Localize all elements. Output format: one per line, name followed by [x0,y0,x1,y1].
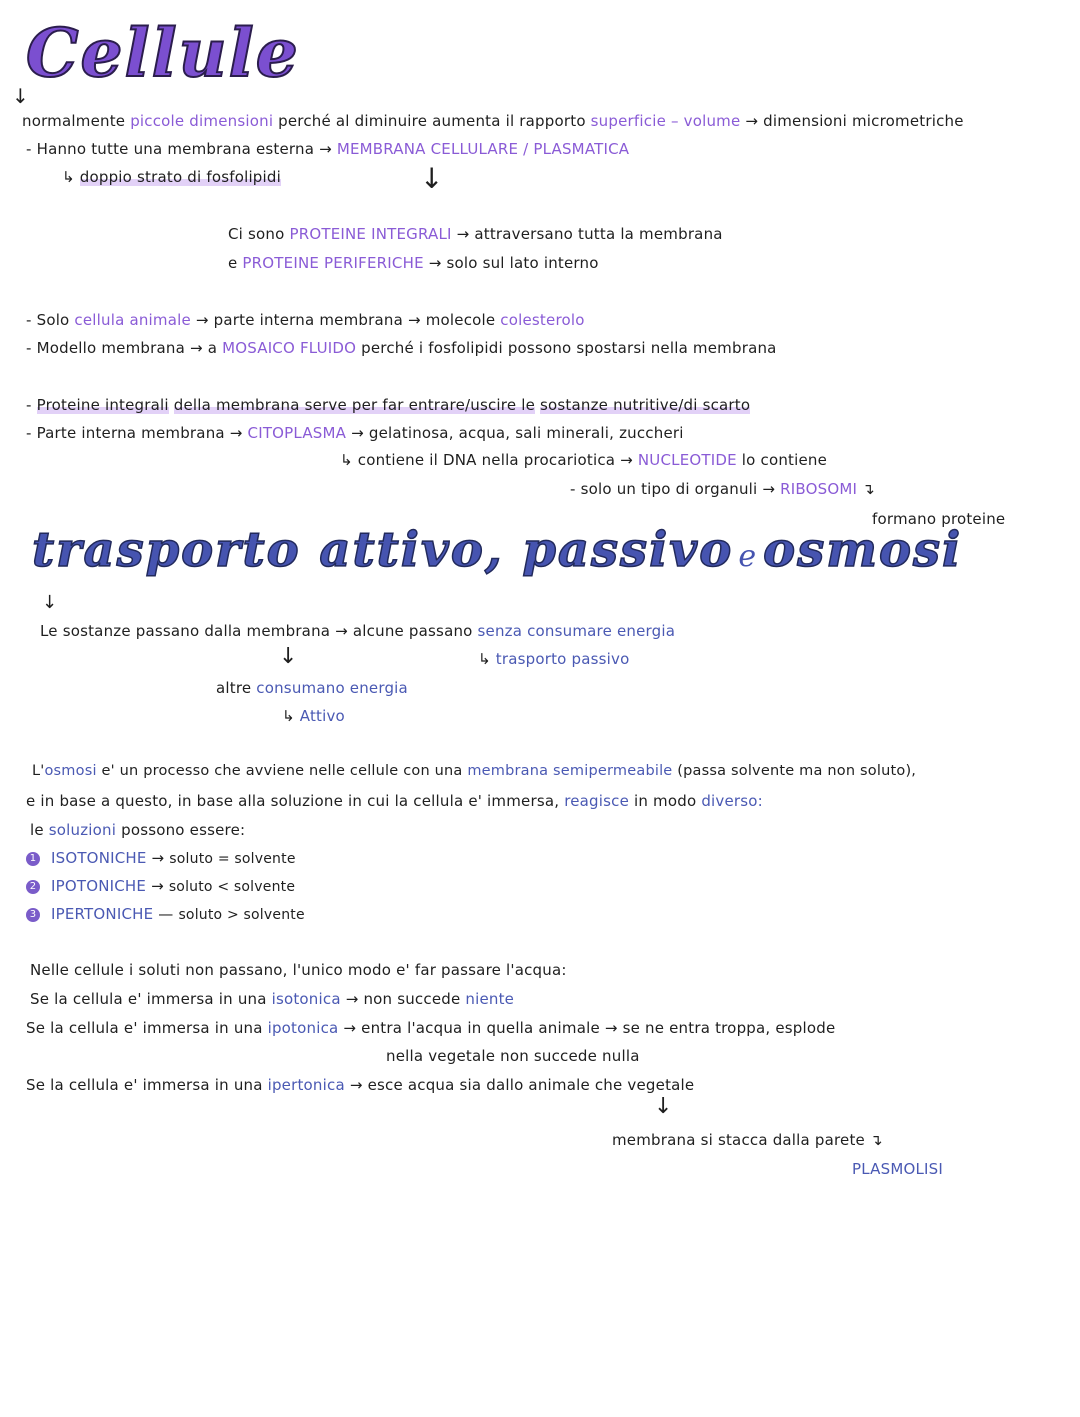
isotonica-line: Se la cellula e' immersa in una isotonica → non succede niente [30,990,515,1008]
trasporto-line1: Le sostanze passano dalla membrana → alcune passano senza consumare energia [40,622,676,640]
cellule-line7: - Modello membrana → a MOSAICO FLUIDO perché i fosfolipidi possono spostarsi nella membrana [26,339,777,357]
cellule-line3: ↳ doppio strato di fosfolipidi [62,168,281,186]
cellule-line8: - Proteine integrali della membrana serve per far entrare/uscire le sostanze nutritive/di scarto [26,396,751,414]
ipotonica-line: Se la cellula e' immersa in una ipotonica → entra l'acqua in quella animale → se ne entra troppa, esplode [26,1019,836,1037]
section2-title: trasporto attivo, passivo e osmosi [32,522,963,578]
plasmolisi-term: PLASMOLISI [852,1160,944,1178]
solution-list-item: 2 IPOTONICHE → soluto < solvente [26,877,295,895]
cellule-line11: - solo un tipo di organuli → RIBOSOMI ↴ [570,480,875,498]
trasporto-line4: ↳ Attivo [282,707,345,725]
corner-arrow-icon: ↓ [12,84,29,108]
trasporto-line3: altre consumano energia [216,679,408,697]
cellule-immersa-intro: Nelle cellule i soluti non passano, l'unico modo e' far passare l'acqua: [30,961,567,979]
number-badge: 3 [26,908,40,922]
cellule-line1: normalmente piccole dimensioni perché al diminuire aumenta il rapporto superficie – volume → dimensioni micrometriche [22,112,964,130]
down-arrow-icon: ↓ [420,162,444,195]
down-arrow-icon: ↓ [654,1094,673,1119]
page-title-cellule: Cellule [26,14,300,92]
number-badge: 1 [26,852,40,866]
solution-list-item: 3 IPERTONICHE — soluto > solvente [26,905,305,923]
osmosi-line1: L'osmosi e' un processo che avviene nelle cellule con una membrana semipermeabile (passa solvente ma non soluto), [32,763,917,779]
solution-list-item: 1 ISOTONICHE → soluto = solvente [26,849,296,867]
number-badge: 2 [26,880,40,894]
down-arrow-icon: ↓ [42,592,58,613]
trasporto-line2: ↳ trasporto passivo [478,650,630,668]
ipertonica-line: Se la cellula e' immersa in una ipertonica → esce acqua sia dallo animale che vegetale [26,1076,695,1094]
cellule-line12: formano proteine [872,510,1006,528]
cellule-line6: - Solo cellula animale → parte interna membrana → molecole colesterolo [26,311,585,329]
cellule-line9: - Parte interna membrana → CITOPLASMA → gelatinosa, acqua, sali minerali, zuccheri [26,424,684,442]
osmosi-line3: le soluzioni possono essere: [30,821,246,839]
ipotonica-vegetale-line: nella vegetale non succede nulla [386,1047,640,1065]
cellule-line5: e PROTEINE PERIFERICHE → solo sul lato interno [228,254,599,272]
down-arrow-icon: ↓ [279,644,298,669]
cellule-line4: Ci sono PROTEINE INTEGRALI → attraversano tutta la membrana [228,225,723,243]
osmosi-line2: e in base a questo, in base alla soluzione in cui la cellula e' immersa, reagisce in modo diverso: [26,792,763,810]
plasmolisi-desc: membrana si stacca dalla parete ↴ [612,1131,883,1149]
cellule-line2: - Hanno tutte una membrana esterna → MEMBRANA CELLULARE / PLASMATICA [26,140,630,158]
cellule-line10: ↳ contiene il DNA nella procariotica → NUCLEOTIDE lo contiene [340,451,828,469]
